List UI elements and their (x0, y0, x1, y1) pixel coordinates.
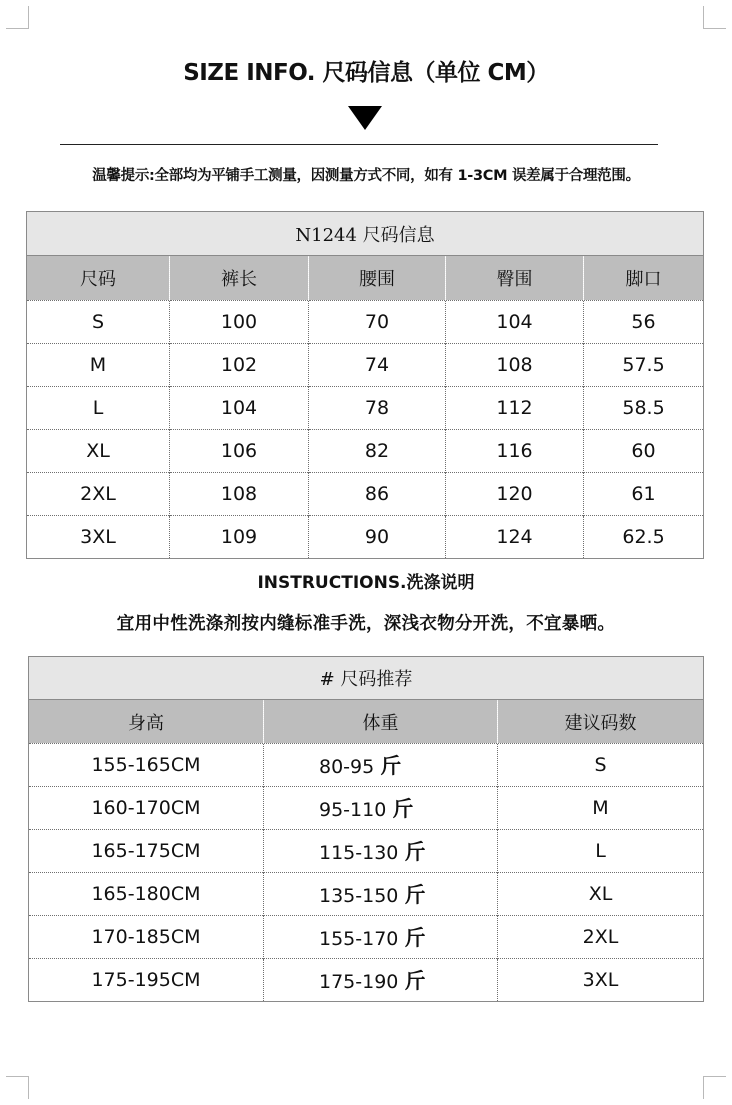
hip-cell: 116 (446, 430, 584, 473)
table-row (29, 744, 704, 787)
divider (60, 144, 658, 145)
leg-opening-cell: 57.5 (584, 344, 704, 387)
size-cell: XL (27, 430, 170, 473)
instructions-title: INSTRUCTIONS.洗涤说明 (257, 573, 475, 593)
header-pants-length: 裤长 (170, 256, 309, 301)
leg-opening-cell: 61 (584, 473, 704, 516)
table-row (29, 959, 704, 1002)
waist-cell: 90 (309, 516, 446, 559)
weight-cell (264, 744, 498, 787)
weight-value: 95-110 (319, 799, 387, 821)
weight-value: 175-190 (319, 971, 399, 993)
suggested-size-cell: L (498, 830, 704, 873)
header-hip: 臀围 (446, 256, 584, 301)
size-cell: M (27, 344, 170, 387)
table-row (27, 344, 704, 387)
hip-cell: 120 (446, 473, 584, 516)
weight-value: 115-130 (319, 842, 399, 864)
weight-unit: 斤 (404, 840, 426, 864)
header-height: 身高 (29, 700, 264, 744)
waist-cell: 78 (309, 387, 446, 430)
hip-cell: 124 (446, 516, 584, 559)
weight-unit: 斤 (404, 969, 426, 993)
hip-cell: 112 (446, 387, 584, 430)
crop-mark-top-left (6, 6, 29, 29)
suggested-size-cell: XL (498, 873, 704, 916)
height-cell: 170-185CM (29, 916, 264, 959)
table-row (27, 430, 704, 473)
size-cell: 3XL (27, 516, 170, 559)
header-waist: 腰围 (309, 256, 446, 301)
size-cell: L (27, 387, 170, 430)
height-cell: 165-180CM (29, 873, 264, 916)
size-cell: S (27, 301, 170, 344)
instructions-text: 宜用中性洗涤剂按内缝标准手洗，深浅衣物分开洗，不宜暴晒。 (116, 614, 616, 634)
header-leg-opening: 脚口 (584, 256, 704, 301)
suggested-size-cell: M (498, 787, 704, 830)
pants-length-cell: 108 (170, 473, 309, 516)
suggested-size-cell: S (498, 744, 704, 787)
waist-cell: 82 (309, 430, 446, 473)
height-cell: 175-195CM (29, 959, 264, 1002)
weight-cell (264, 959, 498, 1002)
height-cell: 160-170CM (29, 787, 264, 830)
table-row (27, 387, 704, 430)
pants-length-cell: 109 (170, 516, 309, 559)
hip-cell: 108 (446, 344, 584, 387)
waist-cell: 86 (309, 473, 446, 516)
crop-mark-bottom-left (6, 1076, 29, 1099)
table-row (29, 787, 704, 830)
size-info-table (26, 211, 704, 559)
table-row (27, 473, 704, 516)
weight-unit: 斤 (404, 883, 426, 907)
suggested-size-cell: 3XL (498, 959, 704, 1002)
waist-cell: 70 (309, 301, 446, 344)
suggested-size-cell: 2XL (498, 916, 704, 959)
measurement-tip: 温馨提示:全部均为平铺手工测量，因测量方式不同，如有 1-3CM 误差属于合理范围。 (92, 168, 640, 184)
recommend-table-caption: # 尺码推荐 (29, 657, 704, 700)
leg-opening-cell: 58.5 (584, 387, 704, 430)
pants-length-cell: 100 (170, 301, 309, 344)
header-size: 尺码 (27, 256, 170, 301)
leg-opening-cell: 56 (584, 301, 704, 344)
crop-mark-top-right (703, 6, 726, 29)
weight-unit: 斤 (392, 797, 414, 821)
weight-cell (264, 787, 498, 830)
table-row (27, 301, 704, 344)
size-cell: 2XL (27, 473, 170, 516)
pants-length-cell: 104 (170, 387, 309, 430)
down-triangle-icon (348, 106, 382, 130)
table-row (29, 873, 704, 916)
height-cell: 165-175CM (29, 830, 264, 873)
page-title: SIZE INFO. 尺码信息（单位 CM） (183, 60, 549, 86)
leg-opening-cell: 60 (584, 430, 704, 473)
size-table-caption: N1244 尺码信息 (27, 212, 704, 256)
header-suggested-size: 建议码数 (498, 700, 704, 744)
weight-value: 135-150 (319, 885, 399, 907)
pants-length-cell: 106 (170, 430, 309, 473)
header-weight: 体重 (264, 700, 498, 744)
hip-cell: 104 (446, 301, 584, 344)
height-cell: 155-165CM (29, 744, 264, 787)
size-recommendation-table (28, 656, 704, 1002)
waist-cell: 74 (309, 344, 446, 387)
weight-cell (264, 873, 498, 916)
pants-length-cell: 102 (170, 344, 309, 387)
table-row (29, 830, 704, 873)
leg-opening-cell: 62.5 (584, 516, 704, 559)
table-row (27, 516, 704, 559)
table-row (29, 916, 704, 959)
weight-cell (264, 830, 498, 873)
weight-value: 80-95 (319, 756, 375, 778)
weight-value: 155-170 (319, 928, 399, 950)
crop-mark-bottom-right (703, 1076, 726, 1099)
weight-cell (264, 916, 498, 959)
weight-unit: 斤 (404, 926, 426, 950)
weight-unit: 斤 (380, 754, 402, 778)
